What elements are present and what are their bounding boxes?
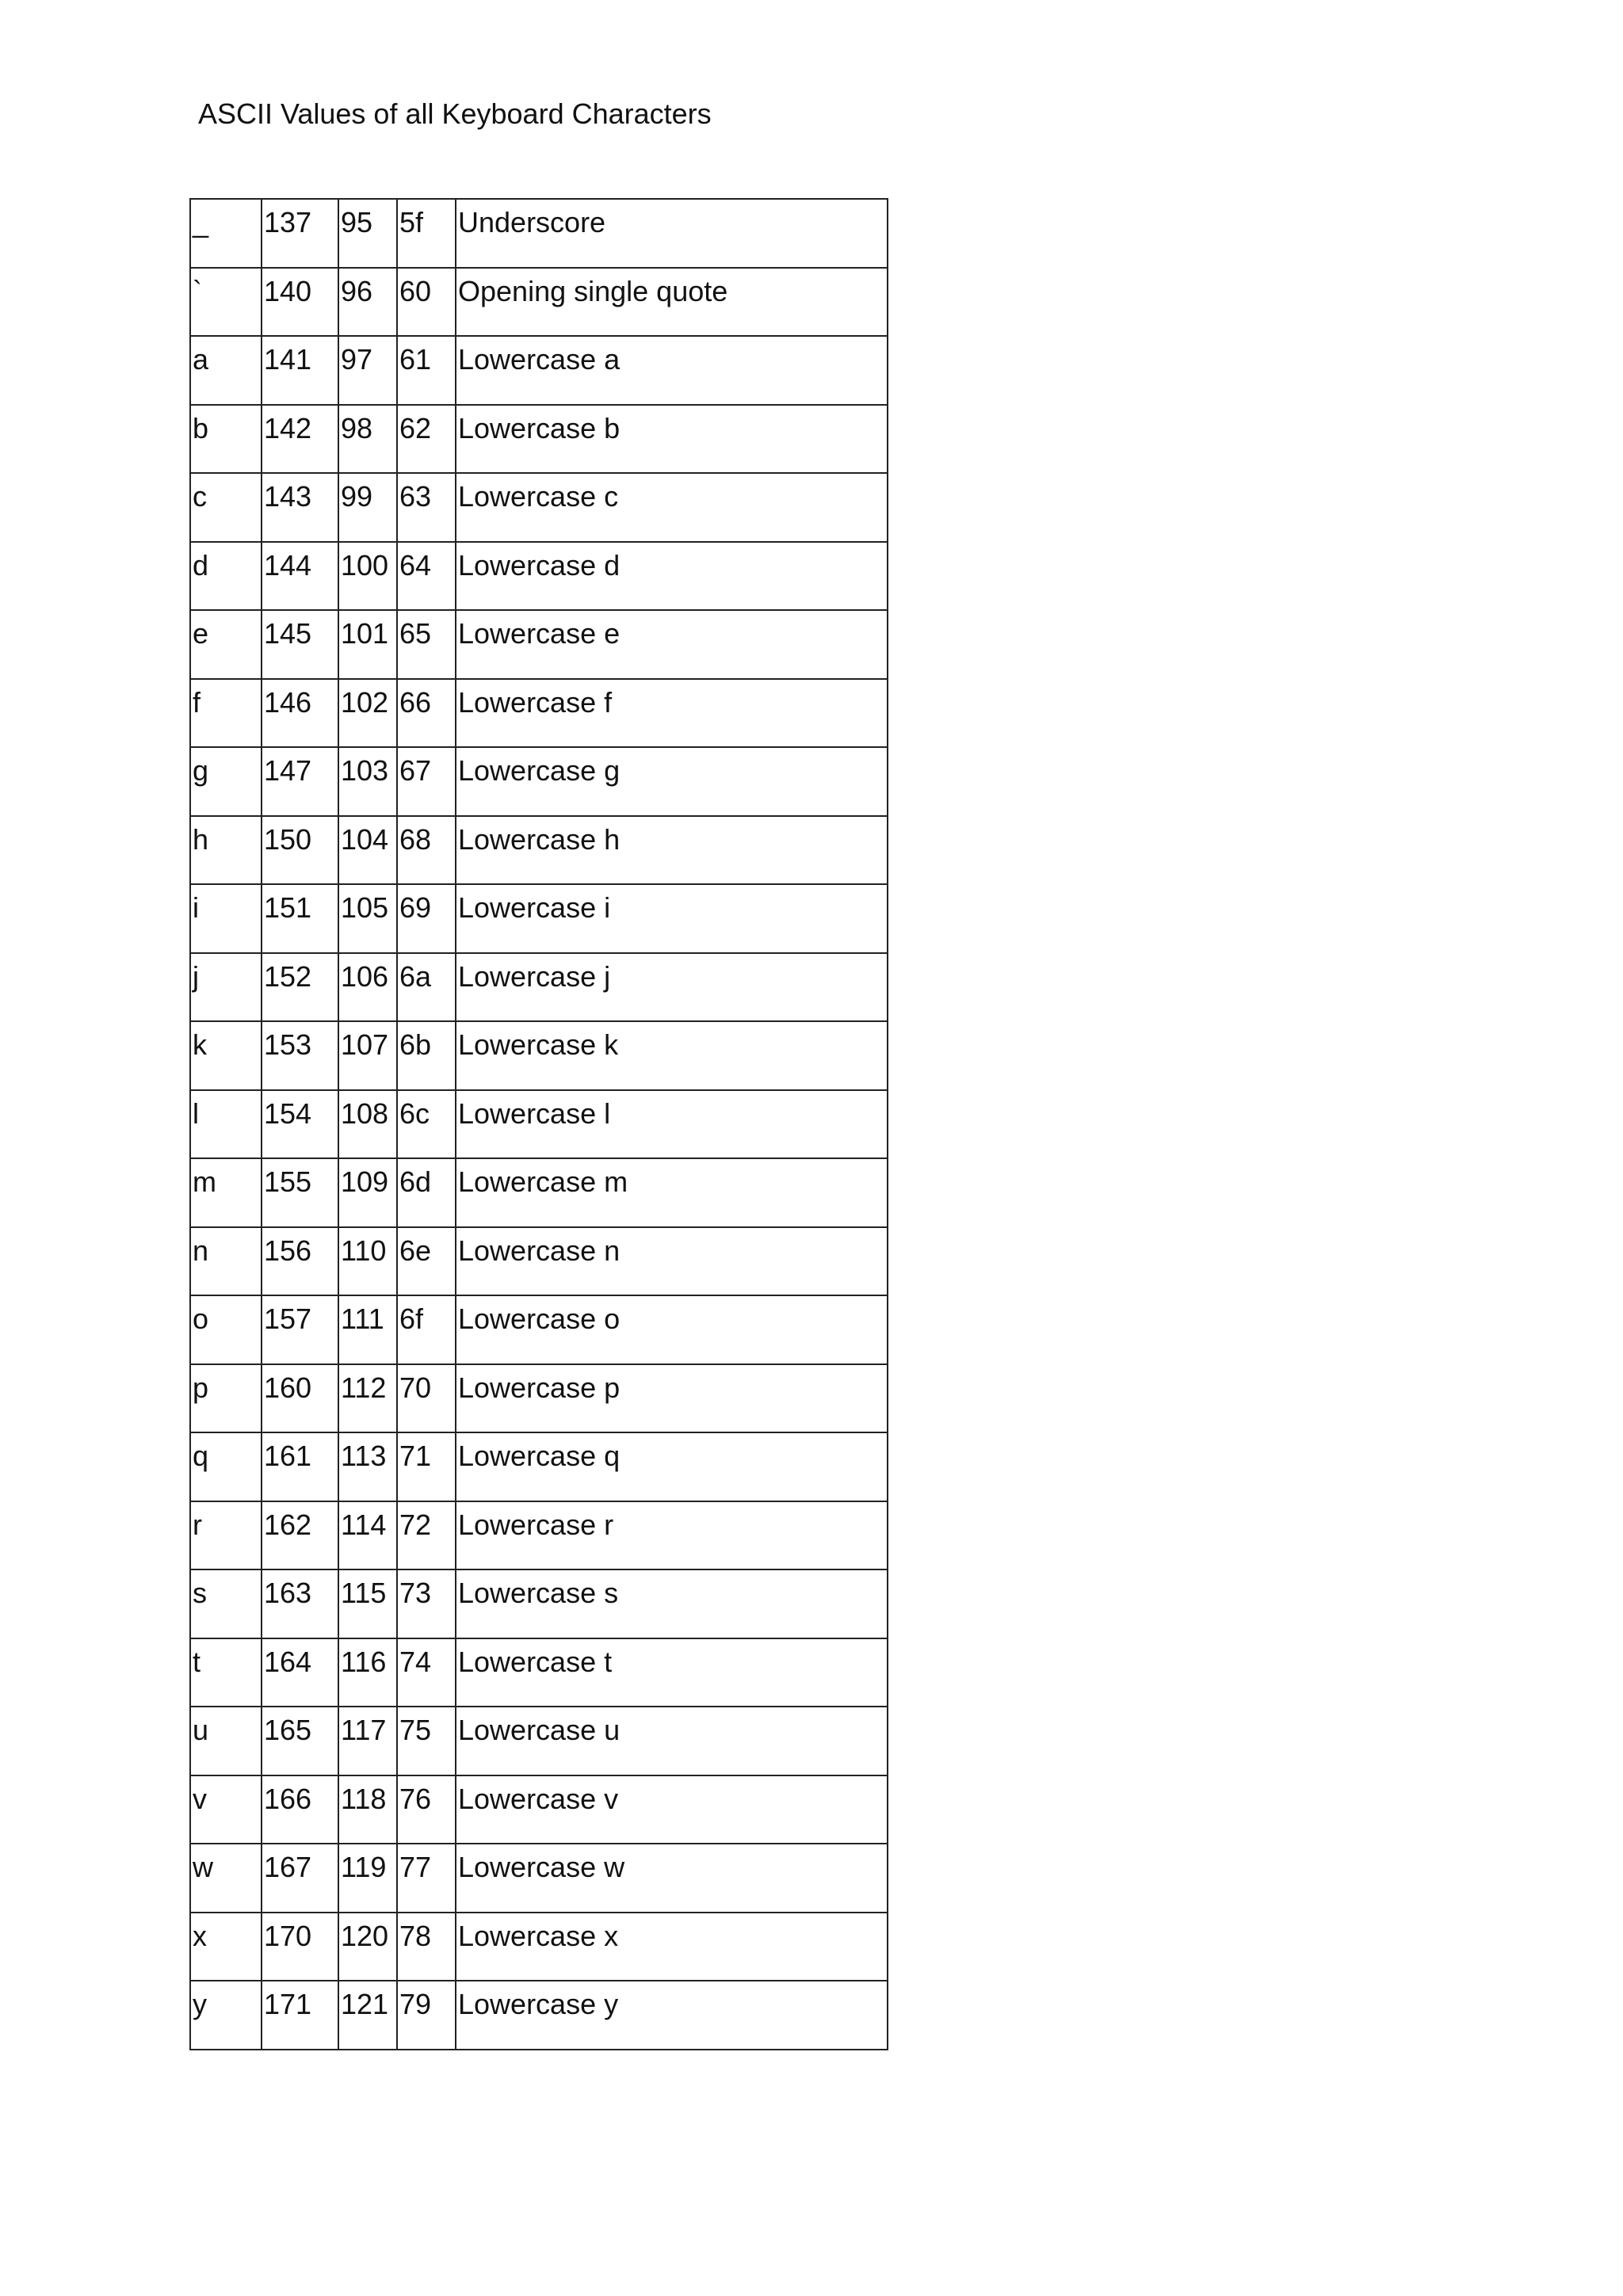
cell-hex: 77	[397, 1844, 456, 1913]
table-row	[190, 199, 888, 268]
table-row	[190, 336, 888, 405]
cell-octal: 155	[262, 1158, 338, 1227]
table-row	[190, 1432, 888, 1501]
cell-decimal: 104	[338, 816, 397, 885]
cell-description: Lowercase a	[456, 336, 888, 405]
ascii-table-body	[190, 199, 888, 2050]
cell-description: Lowercase m	[456, 1158, 888, 1227]
cell-description: Lowercase w	[456, 1844, 888, 1913]
cell-hex: 69	[397, 884, 456, 953]
cell-hex: 73	[397, 1569, 456, 1638]
table-row	[190, 542, 888, 611]
cell-octal: 164	[262, 1638, 338, 1707]
table-row	[190, 1021, 888, 1090]
cell-octal: 147	[262, 747, 338, 816]
cell-description: Lowercase p	[456, 1364, 888, 1433]
cell-decimal: 103	[338, 747, 397, 816]
table-row	[190, 1090, 888, 1159]
cell-hex: 6a	[397, 953, 456, 1022]
cell-character: h	[190, 816, 262, 885]
table-row	[190, 1913, 888, 1981]
cell-octal: 142	[262, 405, 338, 474]
cell-octal: 137	[262, 199, 338, 268]
cell-description: Lowercase v	[456, 1775, 888, 1844]
cell-octal: 150	[262, 816, 338, 885]
cell-character: l	[190, 1090, 262, 1159]
cell-description: Lowercase x	[456, 1913, 888, 1981]
cell-description: Lowercase o	[456, 1295, 888, 1364]
cell-character: a	[190, 336, 262, 405]
cell-description: Opening single quote	[456, 268, 888, 337]
cell-decimal: 120	[338, 1913, 397, 1981]
cell-decimal: 110	[338, 1227, 397, 1296]
cell-octal: 163	[262, 1569, 338, 1638]
table-row	[190, 747, 888, 816]
cell-octal: 152	[262, 953, 338, 1022]
cell-decimal: 107	[338, 1021, 397, 1090]
cell-hex: 67	[397, 747, 456, 816]
page-title: ASCII Values of all Keyboard Characters	[198, 97, 712, 130]
cell-decimal: 101	[338, 610, 397, 679]
cell-description: Lowercase y	[456, 1981, 888, 2050]
cell-hex: 68	[397, 816, 456, 885]
cell-hex: 75	[397, 1707, 456, 1775]
cell-octal: 143	[262, 473, 338, 542]
cell-description: Lowercase n	[456, 1227, 888, 1296]
table-row	[190, 268, 888, 337]
cell-octal: 153	[262, 1021, 338, 1090]
table-row	[190, 1707, 888, 1775]
cell-octal: 144	[262, 542, 338, 611]
cell-octal: 162	[262, 1501, 338, 1570]
cell-character: q	[190, 1432, 262, 1501]
cell-octal: 166	[262, 1775, 338, 1844]
cell-description: Lowercase j	[456, 953, 888, 1022]
ascii-table	[189, 198, 888, 2050]
cell-hex: 6b	[397, 1021, 456, 1090]
cell-octal: 161	[262, 1432, 338, 1501]
cell-character: k	[190, 1021, 262, 1090]
cell-hex: 60	[397, 268, 456, 337]
cell-description: Lowercase e	[456, 610, 888, 679]
cell-hex: 74	[397, 1638, 456, 1707]
cell-octal: 165	[262, 1707, 338, 1775]
cell-hex: 72	[397, 1501, 456, 1570]
cell-description: Lowercase s	[456, 1569, 888, 1638]
cell-character: i	[190, 884, 262, 953]
table-row	[190, 679, 888, 748]
cell-octal: 141	[262, 336, 338, 405]
cell-hex: 70	[397, 1364, 456, 1433]
cell-octal: 146	[262, 679, 338, 748]
cell-octal: 140	[262, 268, 338, 337]
cell-octal: 170	[262, 1913, 338, 1981]
table-row	[190, 953, 888, 1022]
cell-description: Lowercase h	[456, 816, 888, 885]
cell-decimal: 119	[338, 1844, 397, 1913]
cell-description: Lowercase r	[456, 1501, 888, 1570]
table-row	[190, 1638, 888, 1707]
cell-hex: 63	[397, 473, 456, 542]
cell-decimal: 102	[338, 679, 397, 748]
cell-octal: 151	[262, 884, 338, 953]
cell-character: b	[190, 405, 262, 474]
cell-decimal: 96	[338, 268, 397, 337]
cell-octal: 167	[262, 1844, 338, 1913]
cell-hex: 62	[397, 405, 456, 474]
cell-octal: 157	[262, 1295, 338, 1364]
cell-decimal: 106	[338, 953, 397, 1022]
cell-decimal: 116	[338, 1638, 397, 1707]
table-row	[190, 473, 888, 542]
cell-description: Lowercase t	[456, 1638, 888, 1707]
cell-decimal: 105	[338, 884, 397, 953]
cell-character: j	[190, 953, 262, 1022]
cell-octal: 154	[262, 1090, 338, 1159]
cell-character: n	[190, 1227, 262, 1296]
cell-description: Lowercase f	[456, 679, 888, 748]
cell-hex: 6c	[397, 1090, 456, 1159]
cell-decimal: 100	[338, 542, 397, 611]
cell-character: u	[190, 1707, 262, 1775]
cell-description: Lowercase c	[456, 473, 888, 542]
cell-decimal: 99	[338, 473, 397, 542]
cell-decimal: 121	[338, 1981, 397, 2050]
cell-description: Lowercase d	[456, 542, 888, 611]
cell-octal: 145	[262, 610, 338, 679]
cell-character: w	[190, 1844, 262, 1913]
cell-hex: 6d	[397, 1158, 456, 1227]
cell-hex: 66	[397, 679, 456, 748]
table-row	[190, 1227, 888, 1296]
cell-character: x	[190, 1913, 262, 1981]
cell-hex: 6f	[397, 1295, 456, 1364]
cell-hex: 64	[397, 542, 456, 611]
cell-decimal: 115	[338, 1569, 397, 1638]
cell-decimal: 117	[338, 1707, 397, 1775]
cell-character: o	[190, 1295, 262, 1364]
cell-decimal: 98	[338, 405, 397, 474]
cell-description: Lowercase b	[456, 405, 888, 474]
cell-character: y	[190, 1981, 262, 2050]
cell-description: Lowercase g	[456, 747, 888, 816]
cell-character: v	[190, 1775, 262, 1844]
cell-description: Lowercase l	[456, 1090, 888, 1159]
cell-description: Lowercase i	[456, 884, 888, 953]
cell-description: Underscore	[456, 199, 888, 268]
cell-description: Lowercase u	[456, 1707, 888, 1775]
table-row	[190, 1501, 888, 1570]
cell-hex: 71	[397, 1432, 456, 1501]
cell-hex: 65	[397, 610, 456, 679]
table-row	[190, 1569, 888, 1638]
cell-character: f	[190, 679, 262, 748]
cell-decimal: 111	[338, 1295, 397, 1364]
cell-hex: 5f	[397, 199, 456, 268]
cell-decimal: 97	[338, 336, 397, 405]
table-row	[190, 610, 888, 679]
table-row	[190, 1158, 888, 1227]
cell-description: Lowercase k	[456, 1021, 888, 1090]
cell-octal: 156	[262, 1227, 338, 1296]
table-row	[190, 1295, 888, 1364]
cell-octal: 160	[262, 1364, 338, 1433]
cell-hex: 76	[397, 1775, 456, 1844]
cell-decimal: 95	[338, 199, 397, 268]
cell-decimal: 113	[338, 1432, 397, 1501]
cell-decimal: 118	[338, 1775, 397, 1844]
table-row	[190, 405, 888, 474]
cell-character: e	[190, 610, 262, 679]
table-row	[190, 1844, 888, 1913]
cell-character: r	[190, 1501, 262, 1570]
table-row	[190, 1364, 888, 1433]
cell-character: g	[190, 747, 262, 816]
cell-description: Lowercase q	[456, 1432, 888, 1501]
cell-octal: 171	[262, 1981, 338, 2050]
cell-character: `	[190, 268, 262, 337]
cell-hex: 6e	[397, 1227, 456, 1296]
cell-character: _	[190, 199, 262, 268]
table-row	[190, 1981, 888, 2050]
cell-character: d	[190, 542, 262, 611]
cell-character: m	[190, 1158, 262, 1227]
cell-decimal: 112	[338, 1364, 397, 1433]
cell-hex: 78	[397, 1913, 456, 1981]
cell-hex: 79	[397, 1981, 456, 2050]
table-row	[190, 1775, 888, 1844]
cell-decimal: 108	[338, 1090, 397, 1159]
cell-decimal: 109	[338, 1158, 397, 1227]
cell-character: t	[190, 1638, 262, 1707]
cell-decimal: 114	[338, 1501, 397, 1570]
cell-character: p	[190, 1364, 262, 1433]
cell-character: s	[190, 1569, 262, 1638]
cell-character: c	[190, 473, 262, 542]
table-row	[190, 816, 888, 885]
table-row	[190, 884, 888, 953]
cell-hex: 61	[397, 336, 456, 405]
